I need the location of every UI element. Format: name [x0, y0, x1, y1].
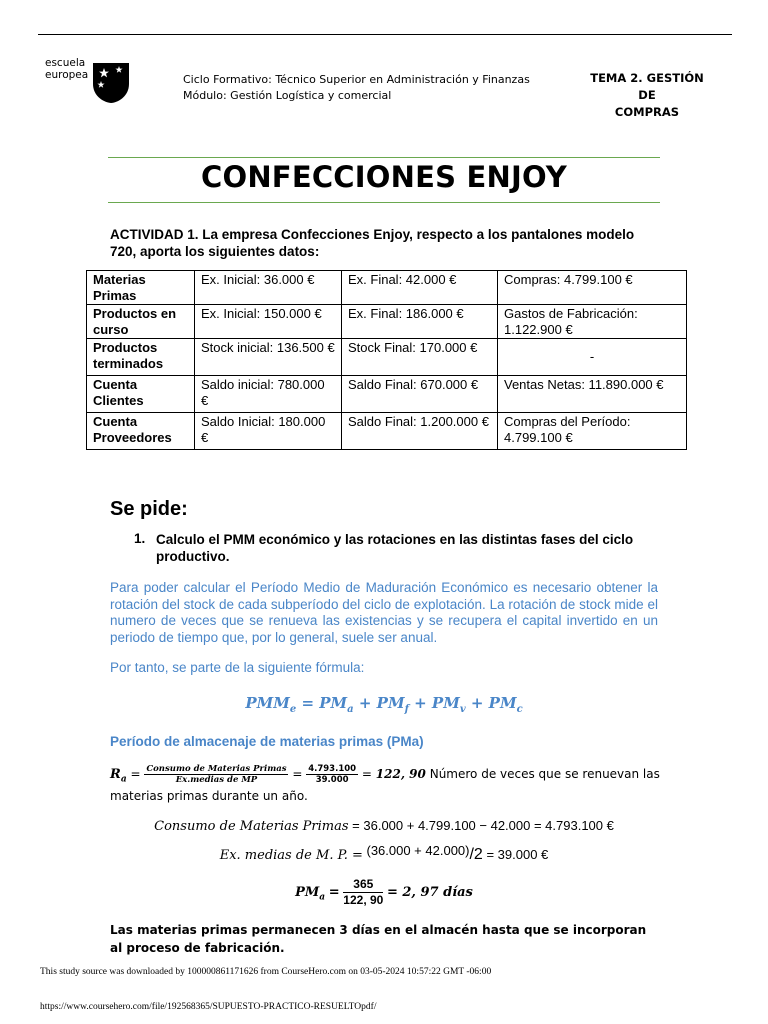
- pma-sub: a: [319, 892, 326, 903]
- table-cell: Ventas Netas: 11.890.000 €: [498, 376, 687, 413]
- table-cell: Materias Primas: [87, 271, 195, 305]
- table-cell: -: [498, 339, 687, 376]
- table-cell: Saldo inicial: 780.000 €: [195, 376, 342, 413]
- ra-fraction-text: [144, 764, 288, 785]
- logo-line-2: europea: [45, 69, 89, 81]
- table-cell: Stock Final: 170.000 €: [342, 339, 498, 376]
- explanation-paragraph: Para poder calcular el Período Medio de Maduración Económico es necesario obtener la rotación del stock de cada subperíodo del ciclo de explotación. La rotación de stock mide el numero de veces que se renueva las existencias y se recupera el capital invertido en un periodo de tiempo que, por lo general, suele ser anual.: [110, 580, 658, 645]
- table-cell: Compras: 4.799.100 €: [498, 271, 687, 305]
- table-cell: Ex. Inicial: 150.000 €: [195, 305, 342, 339]
- equation-expression: (36.000 + 42.000): [366, 843, 470, 858]
- ra-symbol: R: [110, 767, 121, 782]
- header-ciclo: Ciclo Formativo: Técnico Superior en Administración y Finanzas: [183, 73, 530, 86]
- formula-term: PM: [488, 694, 517, 712]
- ra-result: 122, 90: [375, 767, 426, 781]
- formula-sub: c: [516, 704, 523, 715]
- consumo-equation: [110, 818, 658, 834]
- formula-sub: a: [347, 704, 354, 715]
- table-cell: Saldo Final: 1.200.000 €: [342, 413, 498, 450]
- ra-sub: a: [120, 774, 127, 785]
- title-rule-bottom: [108, 202, 660, 203]
- table-cell: Ex. Final: 42.000 €: [342, 271, 498, 305]
- activity-statement: ACTIVIDAD 1. La empresa Confecciones Enjoy, respecto a los pantalones modelo 720, aporta los siguientes datos:: [110, 227, 635, 259]
- table-cell: Productos terminados: [87, 339, 195, 376]
- table-row: [87, 305, 687, 339]
- ra-numerator: Consumo de Materias Primas: [146, 764, 287, 774]
- table-row: [87, 339, 687, 376]
- logo-text: [45, 57, 88, 81]
- table-cell: Cuenta Clientes: [87, 376, 195, 413]
- pma-numerator: 365: [343, 877, 383, 893]
- formula-sub: f: [404, 704, 409, 715]
- formula-term: PMM: [245, 694, 290, 712]
- header-tema-line-1: TEMA 2. GESTIÓN DE: [590, 71, 704, 102]
- top-rule: [38, 34, 732, 35]
- ra-formula: $R_a$ = $\frac{\text{Consumo de Materias Primas}}{\text{Ex.medias de MP}}$ = $\frac{4.793.100}{39.000}$ = 122, 90 Número de veces que se renuevan las materias primas durante un año.: [110, 764, 660, 803]
- pma-equation: $PM_a$ = $\frac{365}{122, 90}$ = 2, 97 días: [295, 877, 473, 907]
- conclusion-text: Las materias primas permanecen 3 días en el almacén hasta que se incorporan al proceso de fabricación.: [110, 923, 647, 955]
- formula-term: PM: [319, 694, 348, 712]
- formula-sub: e: [289, 704, 297, 715]
- logo-line-1: escuela: [45, 57, 86, 69]
- table-cell: Cuenta Proveedores: [87, 413, 195, 450]
- equation-divisor: /2: [469, 846, 483, 863]
- table-cell: Stock inicial: 136.500 €: [195, 339, 342, 376]
- header-course-info: [183, 72, 530, 104]
- table-cell: Gastos de Fabricación: 1.122.900 €: [498, 305, 687, 339]
- table-row: [87, 271, 687, 305]
- footer-url: https://www.coursehero.com/file/192568365/SUPUESTO-PRACTICO-RESUELTOpdf/: [40, 1002, 377, 1012]
- formula-op: =: [301, 694, 315, 712]
- formula-op: +: [414, 694, 427, 712]
- formula-sub: v: [459, 704, 466, 715]
- ra-numerator-value: 4.793.100: [308, 764, 357, 774]
- header-tema: [580, 70, 714, 121]
- equation-label: Ex. medias de M. P. =: [219, 848, 363, 863]
- ra-denominator-value: 39.000: [315, 775, 349, 785]
- pma-symbol: PM: [295, 884, 320, 900]
- pmm-formula: [110, 694, 658, 715]
- existencias-medias-equation: [110, 843, 658, 864]
- se-pide-heading: Se pide:: [110, 498, 188, 520]
- data-table: [86, 270, 687, 450]
- document-title: CONFECCIONES ENJOY: [201, 160, 567, 194]
- table-cell: Ex. Final: 186.000 €: [342, 305, 498, 339]
- table-cell: Saldo Inicial: 180.000 €: [195, 413, 342, 450]
- formula-intro: Por tanto, se parte de la siguiente fórmula:: [110, 660, 365, 675]
- pma-fraction: [343, 877, 383, 908]
- equation-result: = 39.000 €: [486, 847, 549, 862]
- formula-term: PM: [376, 694, 405, 712]
- table-cell: Compras del Período: 4.799.100 €: [498, 413, 687, 450]
- logo-shield-icon: [92, 62, 130, 104]
- equation-label: Consumo de Materias Primas: [154, 819, 349, 834]
- table-cell: Saldo Final: 670.000 €: [342, 376, 498, 413]
- footer-source: This study source was downloaded by 100000861171626 from CourseHero.com on 03-05-2024 10:57:22 GMT -06:00: [40, 967, 492, 977]
- question-text: Calculo el PMM económico y las rotaciones en las distintas fases del ciclo productivo.: [156, 532, 634, 564]
- title-rule-top: [108, 157, 660, 158]
- formula-op: +: [470, 694, 484, 712]
- formula-op: +: [358, 694, 372, 712]
- ra-fraction-values: [306, 764, 358, 785]
- formula-term: PM: [431, 694, 460, 712]
- question-number: 1.: [134, 531, 146, 546]
- table-row: [87, 413, 687, 450]
- table-cell: Productos en curso: [87, 305, 195, 339]
- table-row: [87, 376, 687, 413]
- pma-result: = 2, 97 días: [386, 884, 473, 900]
- ra-explanation: Número de veces que se renuevan las materias primas durante un año.: [110, 767, 660, 803]
- pma-heading: Período de almacenaje de materias primas (PMa): [110, 734, 424, 749]
- header-modulo: Módulo: Gestión Logística y comercial: [183, 89, 392, 102]
- pma-denominator: 122, 90: [343, 893, 384, 907]
- table-cell: Ex. Inicial: 36.000 €: [195, 271, 342, 305]
- equation-expression: = 36.000 + 4.799.100 − 42.000 = 4.793.100 €: [352, 818, 614, 833]
- header-tema-line-2: COMPRAS: [614, 105, 680, 119]
- ra-denominator: Ex.medias de MP: [175, 775, 258, 785]
